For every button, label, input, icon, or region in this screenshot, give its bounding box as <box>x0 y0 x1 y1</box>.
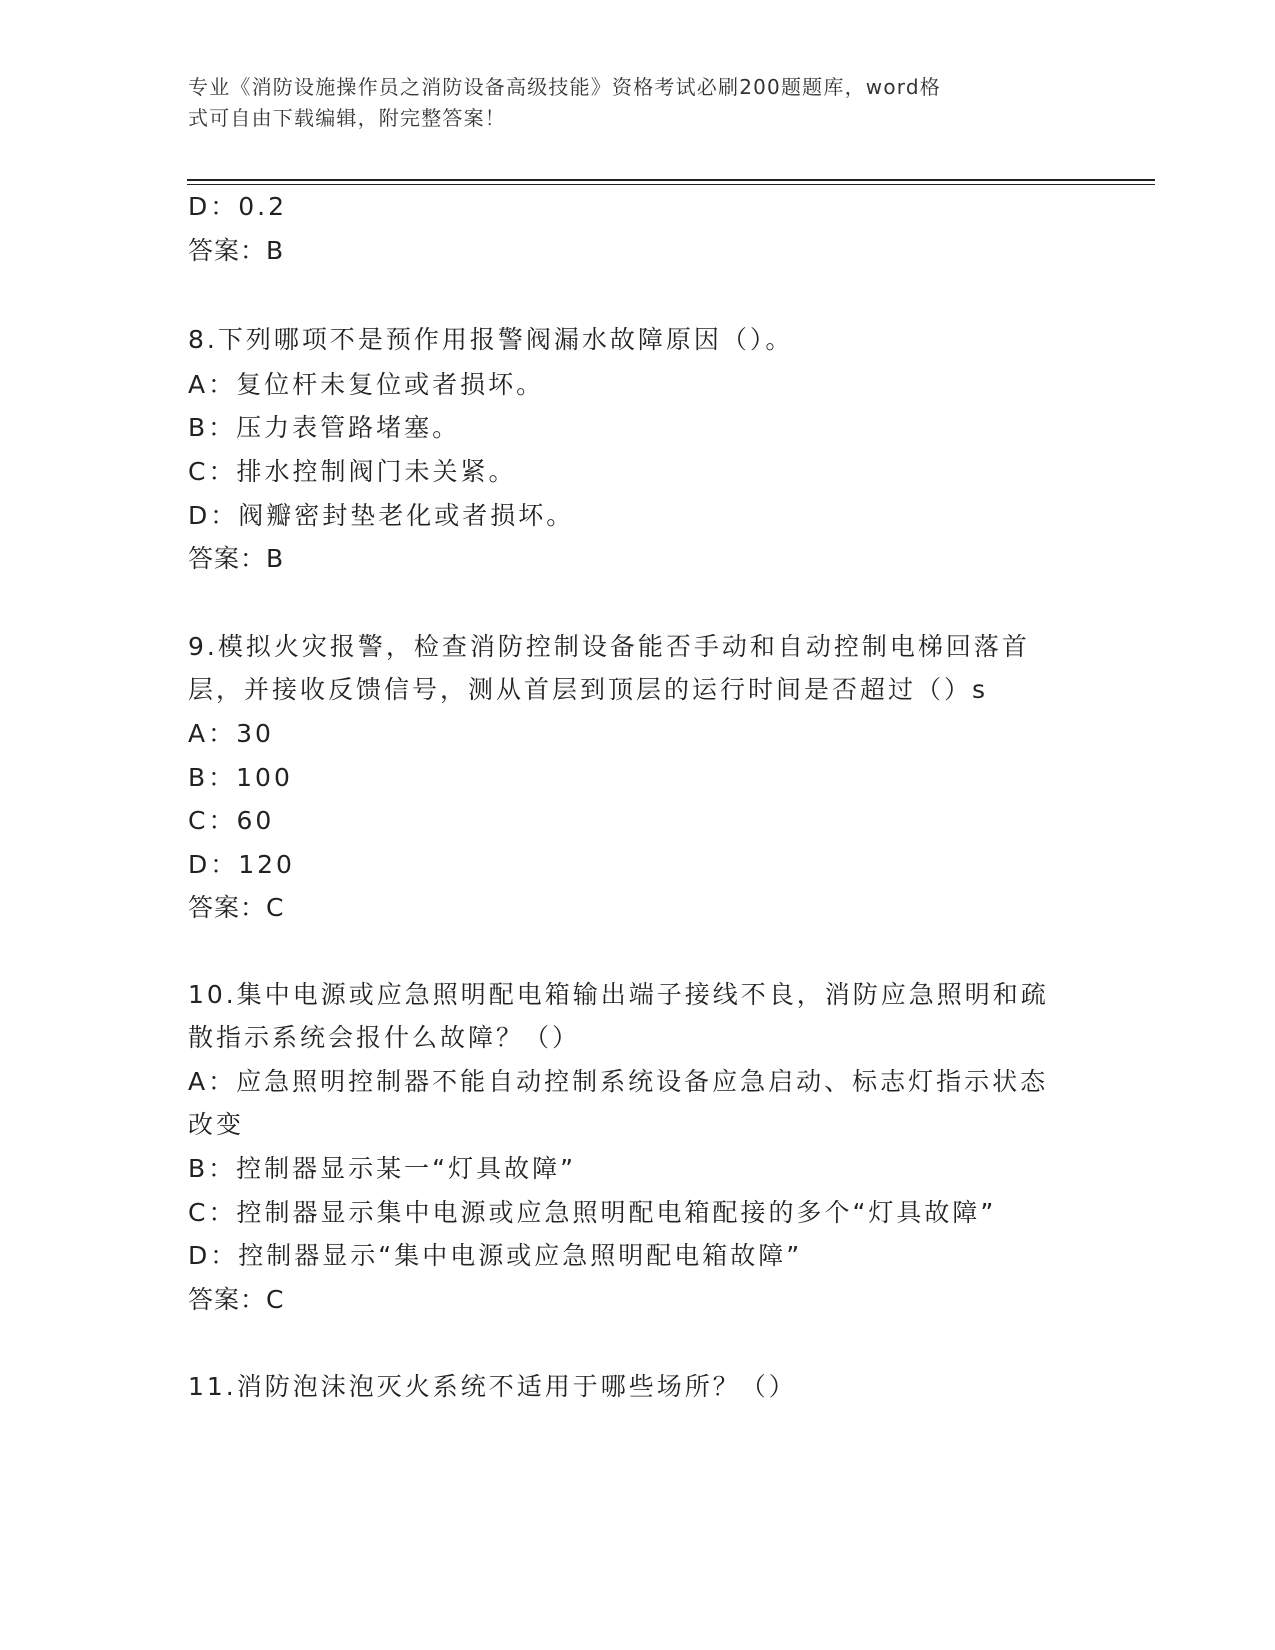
q8-option-b: B：压力表管路堵塞。 <box>188 413 461 442</box>
q10-option-a-line-2: 改变 <box>188 1110 245 1139</box>
q10-option-d: D：控制器显示“集中电源或应急照明配电箱故障” <box>188 1241 803 1270</box>
q10-question-line-2: 散指示系统会报什么故障？（） <box>188 1023 581 1052</box>
q9-question-line-2: 层，并接收反馈信号，测从首层到顶层的运行时间是否超过（）s <box>188 675 989 704</box>
header-title-line-2: 式可自由下载编辑，附完整答案！ <box>188 106 506 130</box>
q10-option-b: B：控制器显示某一“灯具故障” <box>188 1154 577 1183</box>
q10-option-c: C：控制器显示集中电源或应急照明配电箱配接的多个“灯具故障” <box>188 1198 997 1227</box>
q7-answer: 答案：B <box>188 236 285 265</box>
q10-option-a-line-1: A：应急照明控制器不能自动控制系统设备应急启动、标志灯指示状态 <box>188 1067 1049 1096</box>
q9-option-a: A：30 <box>188 719 274 748</box>
q8-option-a: A：复位杆未复位或者损坏。 <box>188 370 545 399</box>
q10-question-line-1: 10.集中电源或应急照明配电箱输出端子接线不良，消防应急照明和疏 <box>188 980 1049 1009</box>
q10-answer: 答案：C <box>188 1285 285 1314</box>
q8-question: 8.下列哪项不是预作用报警阀漏水故障原因（）。 <box>188 325 794 354</box>
q9-question-line-1: 9.模拟火灾报警，检查消防控制设备能否手动和自动控制电梯回落首 <box>188 632 1030 661</box>
q8-option-c: C：排水控制阀门未关紧。 <box>188 457 517 486</box>
header-divider-thick <box>187 179 1155 181</box>
q8-option-d: D：阀瓣密封垫老化或者损坏。 <box>188 501 575 530</box>
q7-option-d: D：0.2 <box>188 192 288 221</box>
header-divider-thin <box>187 184 1155 185</box>
document-header <box>188 72 1068 134</box>
header-title-line-1: 专业《消防设施操作员之消防设备高级技能》资格考试必刷200题题库，word格 <box>188 75 941 99</box>
q8-answer: 答案：B <box>188 544 285 573</box>
q9-option-b: B：100 <box>188 763 293 792</box>
q9-answer: 答案：C <box>188 893 285 922</box>
q11-question: 11.消防泡沫泡灭火系统不适用于哪些场所？（） <box>188 1372 797 1401</box>
q9-option-d: D：120 <box>188 850 295 879</box>
q9-option-c: C：60 <box>188 806 275 835</box>
